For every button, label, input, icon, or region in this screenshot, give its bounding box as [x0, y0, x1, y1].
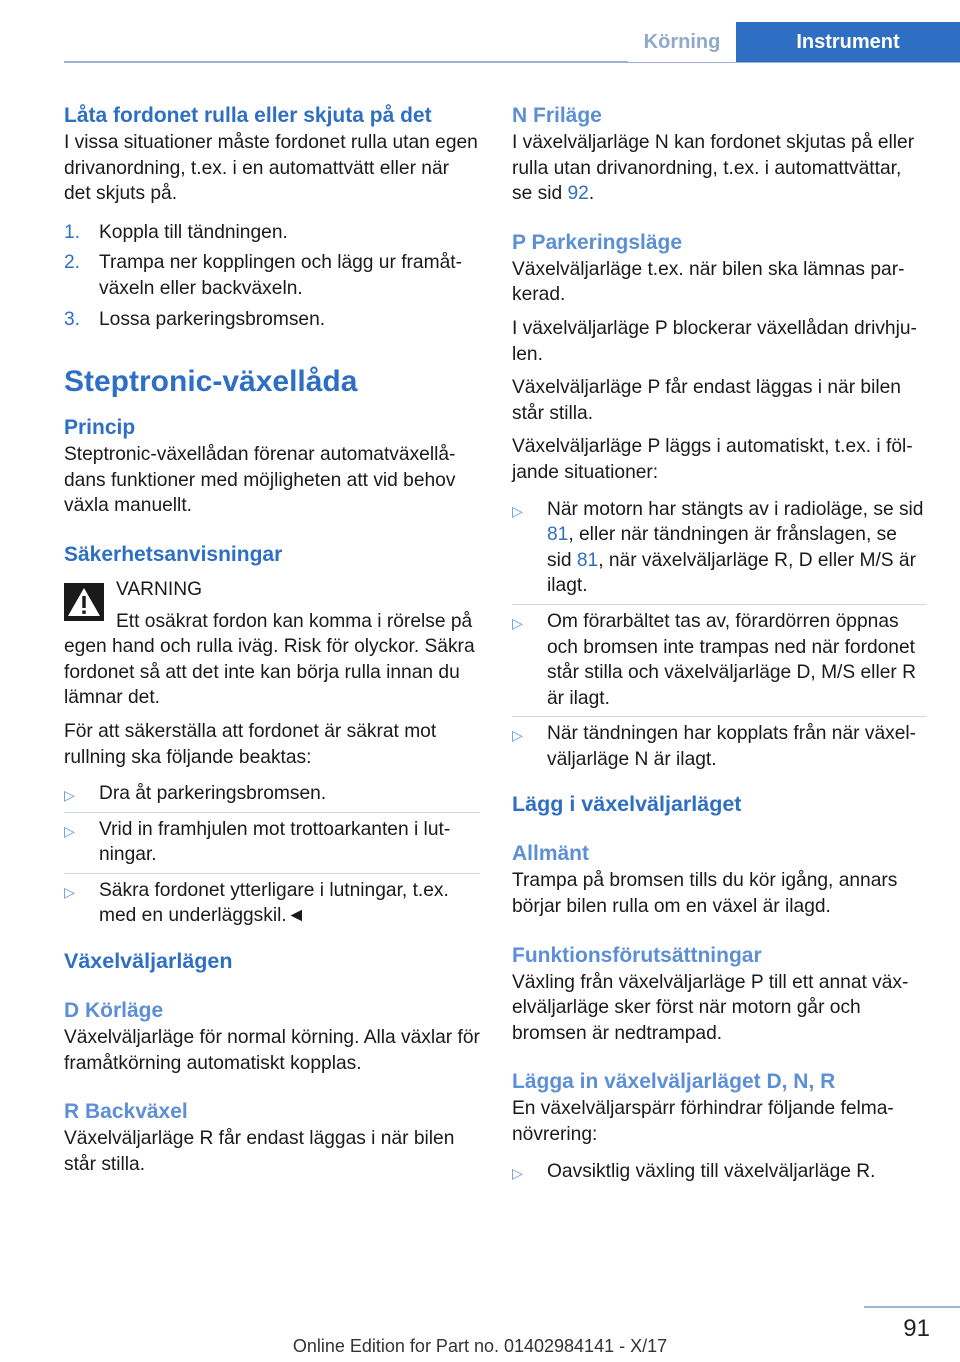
- triangle-bullet-icon: ▷: [64, 787, 75, 804]
- step-number: 1.: [64, 221, 81, 243]
- list-item: ▷ När motorn har stängts av i radioläge, se sid 81, eller när tändningen är frånslagen, se sid 81, när växelväljarläge R, D eller M/S är ilagt.: [512, 498, 924, 597]
- princip-heading: Princip: [64, 416, 136, 440]
- prereq-text: Växling från växelväljarläge P till ett annat växelväljarläge sker först när motorn går och bromsen är nedtrampad.: [512, 971, 909, 1044]
- steps-list: [64, 220, 480, 332]
- footer-rule: [864, 1306, 960, 1308]
- r-text: Växelväljarläge R får endast läggas i när bilen står stilla.: [64, 1128, 455, 1175]
- general-heading: Allmänt: [512, 842, 590, 866]
- triangle-bullet-icon: ▷: [512, 614, 523, 631]
- princip-text: Steptronic-växellådan förenar automatväxellådans funktioner med möjligheten att vid behov växla manuellt.: [64, 444, 456, 517]
- list-item: [64, 250, 480, 301]
- step-text: Trampa ner kopplingen och lägg ur framåtväxeln eller backväxeln.: [99, 252, 462, 299]
- tab-korning[interactable]: Körning: [628, 22, 736, 62]
- safety-heading: Säkerhetsanvisningar: [64, 542, 283, 566]
- step-text: Koppla till tändningen.: [99, 221, 288, 243]
- section-title: Steptronic-växellåda: [64, 365, 358, 399]
- prereq-heading: Funktionsförutsättningar: [512, 943, 762, 967]
- roll-heading: Låta fordonet rulla eller skjuta på det: [64, 104, 432, 127]
- step-text: Lossa parkeringsbromsen.: [99, 308, 326, 330]
- right-column: [512, 102, 926, 1189]
- page-link[interactable]: 81: [547, 524, 569, 546]
- list-item: ▷ När tändningen har kopplats från när växelväljarläge N är ilagt.: [512, 716, 926, 777]
- r-heading: R Backväxel: [64, 1100, 188, 1124]
- triangle-bullet-icon: ▷: [512, 502, 523, 519]
- triangle-bullet-icon: ▷: [512, 1164, 523, 1181]
- positions-heading: Växelväljarlägen: [64, 949, 233, 974]
- p-heading: P Parkeringsläge: [512, 230, 683, 254]
- list-item: ▷ Oavsiktlig växling till växelväljarläge R.: [512, 1155, 926, 1190]
- list-item: ▷ Säkra fordonet ytterligare i lutningar, t.ex. med en underläggskil.◄: [64, 873, 480, 934]
- d-text: Växelväljarläge för normal körning. Alla växlar för framåtkörning automatiskt kopplas.: [64, 1027, 480, 1074]
- list-item: ▷ Om förarbältet tas av, förardörren öppnas och bromsen inte trampas ned när fordonet står stilla och växelväljarläge D, M/S eller R är ilagt.: [512, 604, 926, 716]
- p-text-2: I växelväljarläge P blockerar växellådan drivhjulen.: [512, 317, 917, 365]
- roll-text: I vissa situationer måste fordonet rulla utan egen drivanordning, t.ex. i en automattvätt eller när det skjuts på.: [64, 132, 478, 205]
- dnr-text: En växelväljarspärr förhindrar följande felmanövrering:: [512, 1098, 894, 1146]
- list-item: ▷ Dra åt parkeringsbromsen.: [64, 777, 480, 812]
- tab-instrument[interactable]: Instrument: [736, 22, 960, 62]
- list-item: [64, 220, 480, 246]
- warning-label: VARNING: [116, 578, 202, 600]
- triangle-bullet-icon: ▷: [64, 822, 75, 839]
- warning-block: [64, 577, 480, 711]
- engage-heading: Lägg i växelväljarläget: [512, 792, 742, 817]
- dnr-heading: Lägga in växelväljarläget D, N, R: [512, 1070, 836, 1094]
- secure-list: [64, 777, 480, 934]
- left-column: [64, 102, 480, 1177]
- p-text-1: Växelväljarläge t.ex. när bilen ska lämnas parkerad.: [512, 258, 905, 306]
- warning-icon: [64, 583, 104, 621]
- dnr-list: [512, 1155, 926, 1190]
- n-text: I växelväljarläge N kan fordonet skjutas på eller rulla utan drivanordning, t.ex. i automattvättar, se sid 92.: [512, 132, 915, 205]
- p-text-3: Växelväljarläge P får endast läggas i när bilen står stilla.: [512, 377, 901, 424]
- step-number: 2.: [64, 252, 81, 274]
- general-text: Trampa på bromsen tills du kör igång, annars börjar bilen rulla om en växel är ilagd.: [512, 870, 898, 918]
- n-heading: N Friläge: [512, 104, 602, 127]
- warning-text: Ett osäkrat fordon kan komma i rörelse på egen hand och rulla iväg. Risk för olyckor. Säkra fordonet så att det inte kan börja rulla innan du lämnar det.: [64, 610, 475, 709]
- triangle-bullet-icon: ▷: [512, 727, 523, 744]
- triangle-bullet-icon: ▷: [64, 883, 75, 900]
- page-link[interactable]: 92: [567, 183, 589, 205]
- step-number: 3.: [64, 308, 81, 330]
- p-text-4: Växelväljarläge P läggs i automatiskt, t.ex. i följande situationer:: [512, 436, 913, 483]
- d-heading: D Körläge: [64, 999, 164, 1023]
- p-list: [512, 493, 926, 778]
- secure-text: För att säkerställa att fordonet är säkrat mot rullning ska följande beaktas:: [64, 720, 437, 768]
- list-item: ▷ Vrid in framhjulen mot trottoarkanten i lutningar.: [64, 812, 480, 873]
- edition-footer: Online Edition for Part no. 01402984141 - X/17: [292, 1336, 668, 1356]
- page-number: 91: [903, 1315, 930, 1342]
- page-link[interactable]: 81: [576, 549, 599, 571]
- list-item: [64, 307, 480, 333]
